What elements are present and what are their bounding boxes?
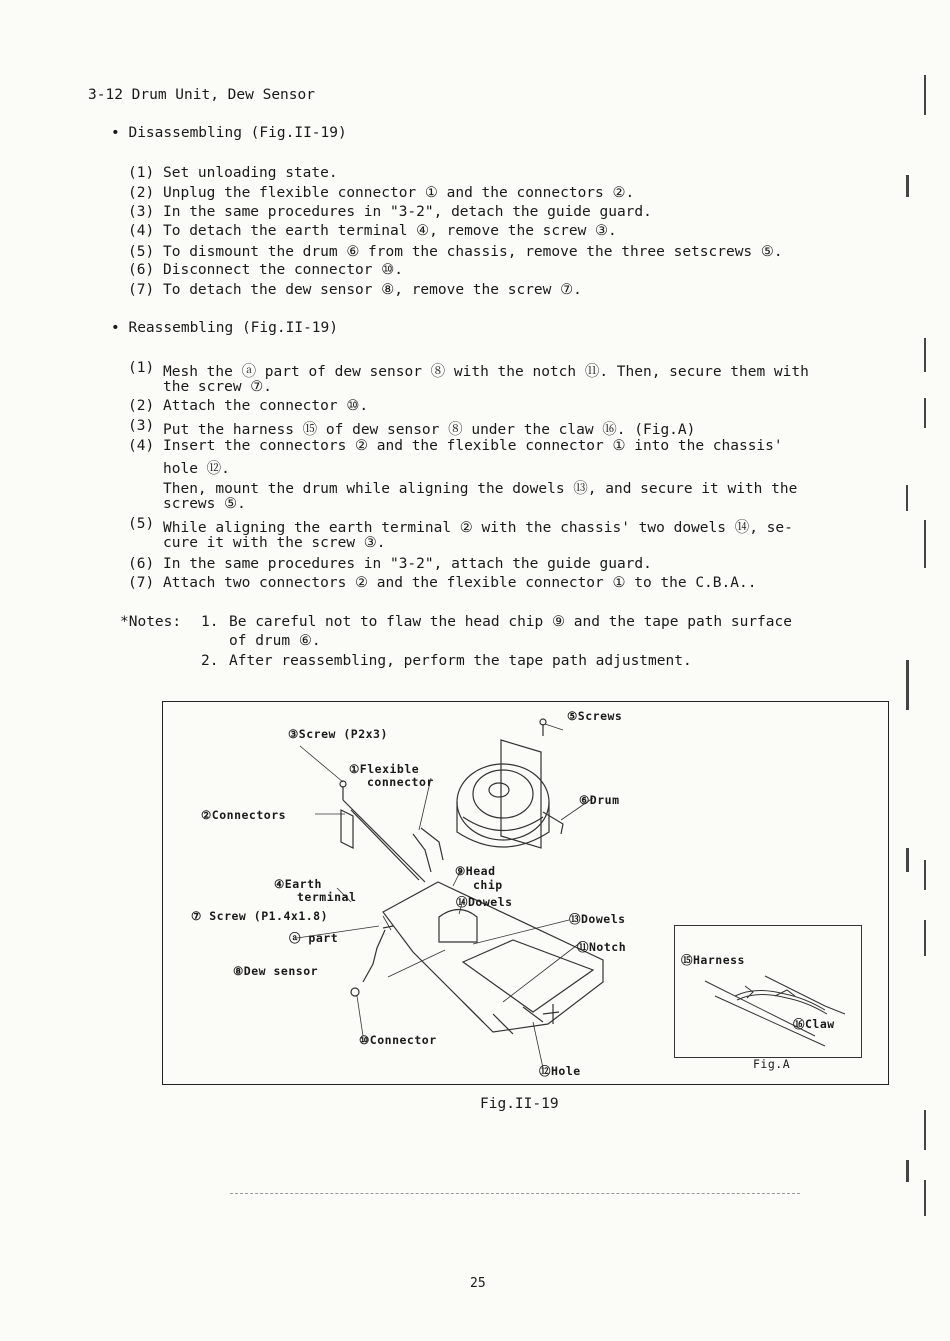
scan-artifact (906, 660, 909, 710)
step-number: (5) (128, 516, 155, 532)
step-text: To dismount the drum ⑥ from the chassis, remove the three setscrews ⑤. (163, 244, 783, 260)
step-text: Put the harness ⑮ of dew sensor ⑧ under the claw ⑯. (Fig.A) (163, 422, 696, 438)
step-text: In the same procedures in "3-2", detach the guide guard. (163, 204, 652, 220)
step-text: the screw ⑦. (163, 379, 273, 395)
label-drum: ⑥Drum (579, 793, 620, 807)
figure-caption: Fig.II-19 (480, 1096, 559, 1112)
step-text: Attach the connector ⑩. (163, 398, 369, 414)
step-number: (4) (128, 223, 155, 239)
note-text: Be careful not to flaw the head chip ⑨ and the tape path surface (229, 614, 792, 630)
step-number: (6) (128, 556, 155, 572)
scan-artifact (924, 1110, 926, 1150)
step-text: Unplug the flexible connector ① and the connectors ②. (163, 185, 635, 201)
reassembling-title: • Reassembling (Fig.II-19) (111, 320, 338, 336)
label-notch: ⑪Notch (577, 940, 627, 954)
scan-artifact (924, 520, 926, 568)
notes-label: *Notes: (120, 614, 182, 630)
label-flexible-2: connector (367, 775, 434, 789)
step-text: Disconnect the connector ⑩. (163, 262, 403, 278)
step-number: (3) (128, 418, 155, 434)
figure-a-inset (674, 925, 862, 1071)
scan-artifact (906, 175, 909, 197)
label-claw: ⑯Claw (793, 1017, 835, 1031)
label-hole: ⑫Hole (539, 1064, 581, 1078)
step-text: screws ⑤. (163, 496, 246, 512)
step-number: (2) (128, 398, 155, 414)
step-text: Then, mount the drum while aligning the dowels ⑬, and secure it with the (163, 481, 798, 497)
label-earth: ④Earth (274, 877, 322, 891)
section-heading: 3-12 Drum Unit, Dew Sensor (88, 87, 315, 103)
disassembling-title-text: Disassembling (Fig.II-19) (128, 125, 347, 141)
label-screws: ⑤Screws (567, 709, 623, 723)
scan-artifact (906, 485, 908, 511)
scan-artifact (906, 848, 909, 872)
scan-artifact (924, 338, 926, 372)
label-part-a: ⓐ part (289, 931, 339, 945)
note-text: of drum ⑥. (229, 633, 321, 649)
step-number: (6) (128, 262, 155, 278)
step-number: (1) (128, 360, 155, 376)
step-text: To detach the dew sensor ⑧, remove the screw ⑦. (163, 282, 582, 298)
step-number: (1) (128, 165, 155, 181)
label-screw: ③Screw (P2x3) (288, 727, 388, 741)
label-dowels-14: ⑭Dowels (456, 895, 513, 909)
step-text: In the same procedures in "3-2", attach the guide guard. (163, 556, 652, 572)
note-number: 1. (201, 614, 219, 630)
step-text: Insert the connectors ② and the flexible connector ① into the chassis' (163, 438, 783, 454)
disassembling-title: • Disassembling (Fig.II-19) (111, 125, 347, 141)
label-dew-sensor: ⑧Dew sensor (233, 964, 319, 978)
fig-a-caption: Fig.A (753, 1057, 791, 1071)
label-dowels-13: ⑬Dowels (569, 912, 626, 926)
label-head-chip-2: chip (473, 878, 503, 892)
label-connectors: ②Connectors (201, 808, 287, 822)
step-number: (7) (128, 575, 155, 591)
scan-artifact (924, 860, 926, 890)
step-text: Attach two connectors ② and the flexible connector ① to the C.B.A.. (163, 575, 757, 591)
step-number: (3) (128, 204, 155, 220)
note-number: 2. (201, 653, 219, 669)
label-harness: ⑮Harness (681, 953, 745, 967)
label-connector-10: ⑩Connector (359, 1033, 437, 1047)
label-head-chip: ⑨Head (455, 864, 496, 878)
label-earth-2: terminal (297, 890, 357, 904)
step-text: hole ⑫. (163, 461, 230, 477)
step-number: (2) (128, 185, 155, 201)
scan-artifact (230, 1193, 800, 1194)
step-text: Mesh the ⓐ part of dew sensor ⑧ with the notch ⑪. Then, secure them with (163, 364, 809, 380)
scan-artifact (924, 920, 926, 956)
step-text: cure it with the screw ③. (163, 535, 386, 551)
label-flexible: ①Flexible (349, 762, 420, 776)
label-screw-7: ⑦ Screw (P1.4x1.8) (191, 909, 329, 923)
scan-artifact (924, 398, 926, 428)
step-number: (7) (128, 282, 155, 298)
step-text: Set unloading state. (163, 165, 338, 181)
scan-artifact (924, 1180, 926, 1216)
reassembling-title-text: Reassembling (Fig.II-19) (128, 320, 338, 336)
scan-artifact (924, 75, 926, 115)
step-text: While aligning the earth terminal ② with the chassis' two dowels ⑭, se- (163, 520, 793, 536)
scan-artifact (906, 1160, 909, 1182)
step-text: To detach the earth terminal ④, remove the screw ③. (163, 223, 617, 239)
step-number: (4) (128, 438, 155, 454)
note-text: After reassembling, perform the tape path adjustment. (229, 653, 692, 669)
fig-a-drawing (675, 926, 863, 1059)
step-number: (5) (128, 244, 155, 260)
figure-drum-unit (162, 701, 889, 1085)
page-number: 25 (470, 1276, 486, 1291)
